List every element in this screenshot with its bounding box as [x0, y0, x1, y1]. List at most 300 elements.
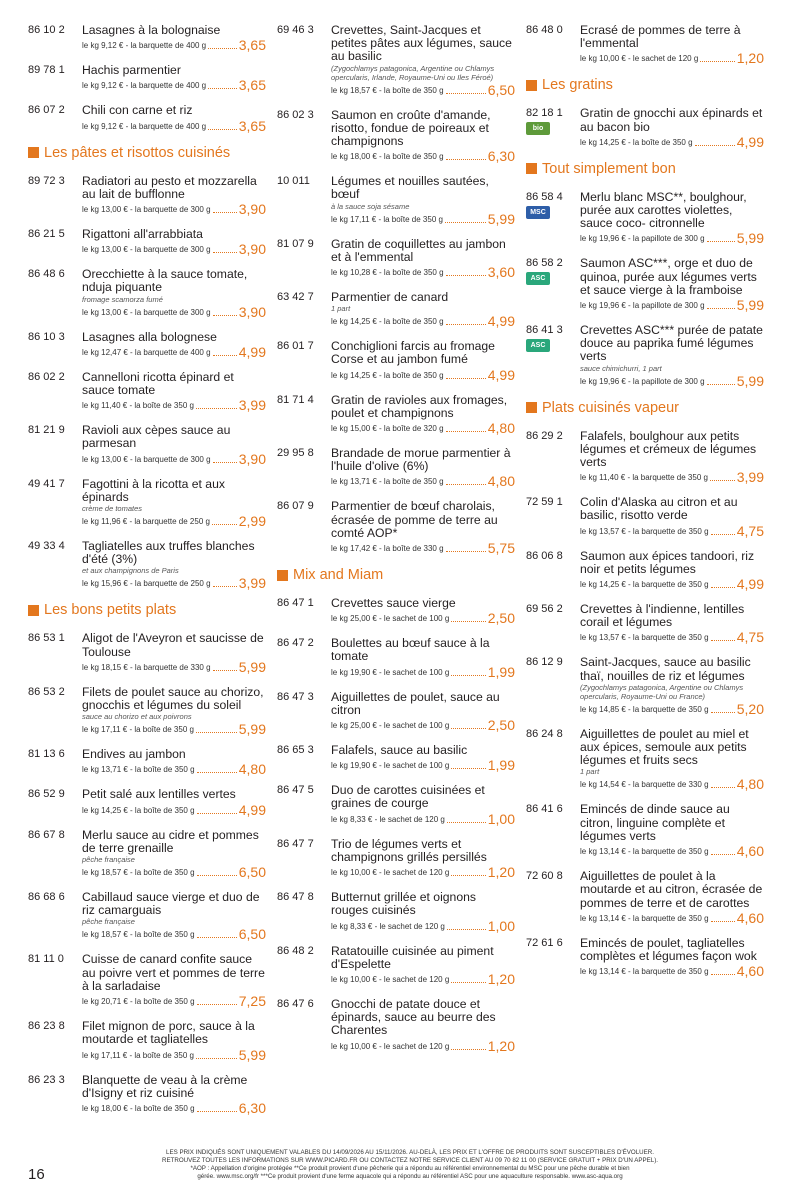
unit-price: le kg 14,85 € - la barquette de 350 g	[580, 704, 709, 714]
product-price: 6,50	[487, 81, 515, 98]
footer-line-4: gérée. www.msc.org/fr ***Ce produit provient d'une ferme aquacole qui a répondu au référentiel ASC pour une aquaculture responsable. www.asc-aqua.org	[197, 1173, 623, 1180]
product-name: Aiguillettes de poulet au miel et aux épices, semoule aux petits légumes et fruits secs	[580, 726, 749, 768]
product-code: 81 21 9	[28, 424, 65, 437]
product-price: 3,65	[238, 77, 266, 94]
product-price: 4,80	[736, 776, 764, 793]
section-heading	[28, 145, 266, 161]
product-name: Saumon en croûte d'amande, risotto, fondue de poireaux et champignons	[331, 107, 491, 149]
product-item	[277, 394, 515, 435]
product-code: 72 61 6	[526, 936, 563, 949]
product-name: Filets de poulet sauce au chorizo, gnocchis et légumes du soleil	[82, 684, 264, 713]
unit-price: le kg 17,11 € - la boîte de 350 g	[82, 1050, 194, 1060]
dot-leader	[700, 61, 734, 62]
product-price: 5,75	[487, 540, 515, 557]
product-price: 3,99	[736, 469, 764, 486]
product-name: Brandade de morue parmentier à l'huile d'olive (6%)	[331, 446, 511, 474]
product-name: Aiguillettes de poulet, sauce au citron	[331, 689, 500, 717]
price-line	[580, 577, 764, 591]
product-code: 86 02 2	[28, 370, 65, 383]
product-price: 4,60	[736, 843, 764, 860]
price-line	[580, 630, 764, 644]
dot-leader	[711, 640, 735, 641]
price-line	[82, 345, 266, 359]
product-code: 89 78 1	[28, 64, 65, 77]
unit-price: le kg 13,14 € - la barquette de 350 g	[580, 847, 709, 857]
product-name: Emincés de dinde sauce au citron, linguine complète et légumes verts	[580, 802, 730, 843]
product-name: Conchiglioni farcis au fromage Corse et au jambon fumé	[331, 339, 495, 367]
product-code: 86 47 1	[277, 597, 314, 610]
product-price: 5,20	[736, 700, 764, 717]
dot-leader	[446, 551, 486, 552]
unit-price: le kg 10,00 € - le sachet de 120 g	[331, 868, 450, 878]
dot-leader	[707, 384, 735, 385]
product-name: Lasagnes alla bolognese	[82, 329, 217, 344]
product-code: 86 41 3	[526, 324, 563, 337]
product-name: Emincés de poulet, tagliatelles complètes et légumes façon wok	[580, 935, 757, 963]
price-line	[580, 524, 764, 538]
unit-price: le kg 14,25 € - la barquette de 350 g	[580, 580, 709, 590]
product-item	[28, 424, 266, 465]
product-price: 3,99	[238, 575, 266, 592]
product-note: crème de tomates	[82, 504, 143, 514]
product-item	[277, 945, 515, 986]
product-price: 5,99	[736, 297, 764, 314]
footer-line-3: *AOP : Appellation d'origine protégée **Ce produit provient d'une pêcherie qui a répondu au référentiel environnemental du MSC pour une pêche durable et bien	[190, 1165, 630, 1172]
product-item	[28, 748, 266, 776]
product-price: 1,00	[487, 810, 515, 827]
product-item	[28, 478, 266, 528]
dot-leader	[213, 315, 237, 316]
product-code: 86 47 2	[277, 637, 314, 650]
product-name: Saumon ASC***, orge et duo de quinoa, purée aux légumes verts et sauce vierge à la framboise	[580, 256, 757, 297]
dot-leader	[695, 145, 735, 146]
unit-price: le kg 18,00 € - la boîte de 350 g	[331, 152, 444, 162]
product-price: 6,30	[238, 1099, 266, 1116]
unit-price: le kg 11,40 € - la barquette de 350 g	[580, 473, 708, 483]
product-price: 3,90	[238, 241, 266, 258]
column-3	[526, 24, 764, 990]
product-price: 4,99	[487, 313, 515, 330]
dot-leader	[451, 1049, 485, 1050]
dot-leader	[212, 524, 237, 525]
product-item	[526, 324, 764, 388]
section-square-icon	[28, 605, 39, 616]
product-name: Ravioli aux cèpes sauce au parmesan	[82, 423, 231, 451]
unit-price: le kg 19,96 € - la papillote de 300 g	[580, 376, 705, 386]
product-price: 1,00	[487, 917, 515, 934]
unit-price: le kg 9,12 € - la barquette de 400 g	[82, 81, 207, 91]
product-item	[277, 637, 515, 678]
unit-price: le kg 13,14 € - la barquette de 350 g	[580, 967, 709, 977]
dot-leader	[197, 1004, 237, 1005]
product-name: Falafels, boulghour aux petits légumes et crémeux de légumes verts	[580, 428, 757, 470]
product-name: Filet mignon de porc, sauce à la moutarde et tagliatelles	[82, 1019, 255, 1047]
unit-price: le kg 8,33 € - le sachet de 120 g	[331, 814, 445, 824]
product-item	[28, 540, 266, 590]
product-name: Blanquette de veau à la crème d'Isigny et riz cuisiné	[82, 1072, 248, 1100]
msc-label-icon: MSC	[526, 206, 550, 219]
price-line	[331, 611, 515, 625]
footer-line-2: RETROUVEZ TOUTES LES INFORMATIONS SUR WWW.PICARD.FR OU CONTACTEZ NOTRE SERVICE CLIENT AU 09 70 82 11 00 (SERVICE GRATUIT + PRIX D'UN APPEL).	[162, 1157, 658, 1164]
product-price: 4,99	[238, 343, 266, 360]
dot-leader	[197, 1111, 237, 1112]
section-square-icon	[526, 402, 537, 413]
unit-price: le kg 12,47 € - la barquette de 400 g	[82, 347, 211, 357]
product-code: 49 33 4	[28, 540, 65, 553]
dot-leader	[208, 88, 237, 89]
product-item	[277, 891, 515, 932]
product-code: 86 10 2	[28, 24, 65, 36]
dot-leader	[208, 48, 237, 49]
product-price: 4,99	[736, 576, 764, 593]
price-line	[82, 398, 266, 412]
price-line	[82, 242, 266, 256]
product-price: 4,80	[487, 473, 515, 490]
product-price: 3,90	[238, 303, 266, 320]
unit-price: le kg 14,25 € - la boîte de 350 g	[331, 370, 444, 380]
product-item	[526, 430, 764, 485]
product-price: 4,60	[736, 909, 764, 926]
product-code: 86 10 3	[28, 330, 65, 343]
unit-price: le kg 13,00 € - la barquette de 300 g	[82, 205, 211, 215]
footer-legal	[110, 1149, 710, 1181]
unit-price: le kg 15,96 € - la barquette de 250 g	[82, 579, 211, 589]
product-item	[28, 228, 266, 256]
product-code: 86 48 6	[28, 268, 65, 281]
price-line	[331, 149, 515, 163]
product-name: Parmentier de canard	[331, 290, 449, 305]
product-price: 1,20	[487, 1037, 515, 1054]
product-name: Petit salé aux lentilles vertes	[82, 787, 236, 802]
unit-price: le kg 9,12 € - la barquette de 400 g	[82, 121, 207, 131]
price-line	[82, 803, 266, 817]
product-name: Colin d'Alaska au citron et au basilic, risotto verde	[580, 495, 738, 523]
product-item	[28, 268, 266, 318]
product-name: Cannelloni ricotta épinard et sauce tomate	[82, 369, 234, 398]
product-name: Endives au jambon	[82, 747, 186, 762]
product-item	[526, 728, 764, 792]
product-code: 86 06 8	[526, 549, 563, 562]
product-note: (Zygochlamys patagonica, Argentine ou Chlamys opercularis, Royaume-Uni ou France)	[580, 682, 744, 701]
price-line	[331, 541, 515, 555]
section-heading	[277, 567, 515, 583]
product-item	[277, 500, 515, 555]
product-item	[526, 107, 764, 148]
product-code: 86 67 8	[28, 828, 65, 841]
dot-leader	[213, 212, 237, 213]
dot-leader	[710, 480, 735, 481]
price-line	[82, 576, 266, 590]
product-code: 86 24 8	[526, 727, 563, 740]
unit-price: le kg 11,40 € - la boîte de 350 g	[82, 401, 194, 411]
product-price: 3,99	[238, 397, 266, 414]
price-line	[331, 421, 515, 435]
dot-leader	[711, 534, 735, 535]
unit-price: le kg 18,15 € - la barquette de 330 g	[82, 662, 211, 672]
price-line	[82, 305, 266, 319]
section-heading	[526, 161, 764, 177]
price-line	[82, 722, 266, 736]
section-title: Les gratins	[542, 77, 613, 94]
product-code: 86 41 6	[526, 803, 563, 816]
product-name: Gratin de coquillettes au jambon et à l'emmental	[331, 236, 506, 264]
dot-leader	[711, 921, 735, 922]
product-code: 63 42 7	[277, 291, 314, 304]
product-item	[28, 64, 266, 92]
unit-price: le kg 14,25 € - la boîte de 350 g	[82, 805, 195, 815]
dot-leader	[196, 732, 237, 733]
section-heading	[526, 77, 764, 93]
product-note: fromage scamorza fumé	[82, 294, 163, 304]
price-line	[82, 78, 266, 92]
product-code: 86 23 8	[28, 1020, 65, 1033]
unit-price: le kg 17,11 € - la boîte de 350 g	[331, 214, 443, 224]
product-item	[28, 953, 266, 1008]
product-price: 4,75	[736, 522, 764, 539]
product-item	[277, 238, 515, 279]
price-line	[331, 1039, 515, 1053]
product-price: 5,99	[238, 658, 266, 675]
dot-leader	[711, 712, 735, 713]
product-name: Chili con carne et riz	[82, 103, 193, 118]
dot-leader	[451, 768, 485, 769]
product-code: 86 65 3	[277, 744, 314, 757]
price-line	[331, 919, 515, 933]
section-square-icon	[526, 80, 537, 91]
dot-leader	[213, 355, 237, 356]
product-item	[28, 1074, 266, 1115]
price-line	[580, 844, 764, 858]
product-code: 89 72 3	[28, 174, 65, 187]
product-price: 4,99	[736, 133, 764, 150]
product-price: 1,99	[487, 663, 515, 680]
product-name: Rigattoni all'arrabbiata	[82, 227, 203, 242]
product-code: 82 18 1	[526, 107, 563, 120]
product-note: sauce au chorizo et aux poivrons	[82, 712, 192, 722]
product-price: 4,60	[736, 963, 764, 980]
unit-price: le kg 13,00 € - la barquette de 300 g	[82, 245, 211, 255]
dot-leader	[707, 308, 735, 309]
unit-price: le kg 10,00 € - le sachet de 120 g	[580, 54, 699, 64]
unit-price: le kg 13,57 € - la barquette de 350 g	[580, 633, 709, 643]
unit-price: le kg 13,71 € - la boîte de 350 g	[331, 477, 444, 487]
dot-leader	[451, 982, 485, 983]
product-name: Crevettes ASC*** purée de patate douce au paprika fumé légumes verts	[580, 323, 763, 364]
product-item	[28, 24, 266, 52]
unit-price: le kg 13,57 € - la barquette de 350 g	[580, 526, 709, 536]
product-code: 86 58 4	[526, 190, 563, 203]
unit-price: le kg 19,90 € - le sachet de 100 g	[331, 667, 450, 677]
section-title: Tout simplement bon	[542, 160, 676, 177]
unit-price: le kg 18,57 € - la boîte de 350 g	[331, 85, 444, 95]
section-title: Mix and Miam	[293, 567, 384, 584]
product-code: 86 47 3	[277, 690, 314, 703]
product-name: Aligot de l'Aveyron et saucisse de Toulouse	[82, 631, 264, 659]
product-name: Gratin de ravioles aux fromages, poulet et champignons	[331, 392, 508, 420]
unit-price: le kg 19,96 € - la papillote de 300 g	[580, 234, 705, 244]
dot-leader	[446, 324, 486, 325]
product-price: 2,50	[487, 610, 515, 627]
product-note: 1 part	[580, 767, 600, 777]
product-name: Crevettes, Saint-Jacques et petites pâtes aux légumes, sauce au basilic	[331, 23, 512, 64]
product-code: 86 52 9	[28, 788, 65, 801]
asc-label-icon: ASC	[526, 339, 550, 352]
product-name: Radiatori au pesto et mozzarella au lait de bufflonne	[82, 173, 257, 201]
product-item	[277, 838, 515, 879]
section-title: Plats cuisinés vapeur	[542, 399, 680, 416]
bio-label-icon: bio	[526, 122, 550, 135]
product-item	[277, 109, 515, 164]
product-price: 1,20	[736, 50, 764, 67]
dot-leader	[707, 241, 735, 242]
price-line	[580, 777, 764, 791]
product-code: 86 53 1	[28, 632, 65, 645]
product-price: 1,20	[487, 970, 515, 987]
price-line	[331, 812, 515, 826]
unit-price: le kg 14,54 € - la barquette de 330 g	[580, 780, 709, 790]
price-line	[82, 1048, 266, 1062]
unit-price: le kg 9,12 € - la barquette de 400 g	[82, 41, 207, 51]
product-code: 81 07 9	[277, 237, 314, 250]
product-name: Cabillaud sauce vierge et duo de riz camarguais	[82, 890, 260, 918]
dot-leader	[446, 484, 486, 485]
product-name: Falafels, sauce au basilic	[331, 743, 468, 758]
product-item	[526, 24, 764, 65]
product-code: 86 53 2	[28, 685, 65, 698]
price-line	[331, 758, 515, 772]
dot-leader	[208, 129, 237, 130]
dot-leader	[213, 462, 237, 463]
product-item	[526, 550, 764, 591]
section-square-icon	[28, 147, 39, 158]
price-line	[82, 202, 266, 216]
page-number: 16	[28, 1166, 45, 1183]
product-item	[277, 340, 515, 381]
price-line	[82, 452, 266, 466]
product-name: Fagottini à la ricotta et aux épinards	[82, 476, 225, 504]
product-code: 81 13 6	[28, 748, 65, 761]
unit-price: le kg 25,00 € - le sachet de 100 g	[331, 721, 450, 731]
unit-price: le kg 17,11 € - la boîte de 350 g	[82, 725, 194, 735]
product-price: 4,80	[487, 420, 515, 437]
unit-price: le kg 10,00 € - le sachet de 120 g	[331, 974, 450, 984]
price-line	[331, 314, 515, 328]
product-code: 86 23 3	[28, 1073, 65, 1086]
product-name: Ratatouille cuisinée au piment d'Espelette	[331, 943, 494, 971]
price-line	[580, 470, 764, 484]
dot-leader	[711, 587, 735, 588]
price-line	[82, 927, 266, 941]
dot-leader	[446, 159, 486, 160]
unit-price: le kg 10,28 € - la boîte de 350 g	[331, 268, 444, 278]
product-item	[526, 257, 764, 312]
product-name: Butternut grillée et oignons rouges cuisinés	[331, 890, 476, 918]
product-price: 5,99	[736, 230, 764, 247]
column-1	[28, 24, 266, 1127]
product-name: Cuisse de canard confite sauce au poivre vert et pommes de terre à la sarladaise	[82, 952, 265, 993]
dot-leader	[447, 822, 486, 823]
unit-price: le kg 19,90 € - le sachet de 100 g	[331, 761, 450, 771]
product-price: 4,99	[487, 366, 515, 383]
asc-label-icon: ASC	[526, 272, 550, 285]
dot-leader	[451, 675, 485, 676]
product-name: Boulettes au bœuf sauce à la tomate	[331, 636, 490, 664]
unit-price: le kg 11,96 € - la barquette de 250 g	[82, 517, 210, 527]
dot-leader	[445, 222, 486, 223]
product-code: 81 71 4	[277, 393, 314, 406]
product-item	[28, 175, 266, 216]
product-item	[526, 603, 764, 644]
price-line	[331, 212, 515, 226]
product-price: 1,99	[487, 757, 515, 774]
section-heading	[28, 602, 266, 618]
dot-leader	[197, 875, 237, 876]
unit-price: le kg 18,57 € - la boîte de 350 g	[82, 868, 195, 878]
footer-line-1: LES PRIX INDIQUÉS SONT UNIQUEMENT VALABLES DU 14/09/2026 AU 15/11/2026. AU-DELÀ, LES PRIX ET L'OFFRE DE PRODUITS SONT SUSCEPTIBLES D'ÉVOLUER.	[166, 1149, 654, 1156]
product-code: 86 68 6	[28, 891, 65, 904]
product-note: pêche française	[82, 917, 135, 927]
product-item	[28, 891, 266, 941]
dot-leader	[197, 937, 237, 938]
dot-leader	[446, 275, 486, 276]
product-name: Lasagnes à la bolognaise	[82, 23, 221, 37]
product-code: 86 12 9	[526, 656, 563, 669]
unit-price: le kg 8,33 € - le sachet de 120 g	[331, 921, 445, 931]
product-name: Merlu sauce au cidre et pommes de terre grenaille	[82, 827, 259, 855]
dot-leader	[213, 670, 237, 671]
product-item	[277, 24, 515, 97]
price-line	[82, 1101, 266, 1115]
product-code: 86 21 5	[28, 228, 65, 241]
product-price: 3,90	[238, 201, 266, 218]
unit-price: le kg 14,25 € - la boîte de 350 g	[580, 137, 693, 147]
price-line	[331, 972, 515, 986]
product-note: (Zygochlamys patagonica, Argentine ou Chlamys opercularis, Irlande, Royaume-Uni ou Iles Féroé)	[331, 63, 495, 82]
unit-price: le kg 13,00 € - la barquette de 300 g	[82, 454, 211, 464]
price-line	[580, 51, 764, 65]
product-price: 4,99	[238, 801, 266, 818]
product-item	[526, 496, 764, 537]
product-name: Aiguillettes de poulet à la moutarde et au citron, écrasée de pommes de terre et de carottes	[580, 869, 763, 910]
product-name: Ecrasé de pommes de terre à l'emmental	[580, 23, 741, 51]
product-code: 86 01 7	[277, 340, 314, 353]
product-item	[526, 937, 764, 978]
product-name: Parmentier de bœuf charolais, écrasée de pomme de terre au comté AOP*	[331, 499, 498, 540]
product-name: Crevettes à l'indienne, lentilles corail et légumes	[580, 602, 745, 630]
dot-leader	[196, 408, 237, 409]
price-line	[82, 994, 266, 1008]
unit-price: le kg 13,00 € - la barquette de 300 g	[82, 307, 211, 317]
product-code: 86 47 6	[277, 997, 314, 1010]
product-item	[277, 597, 515, 625]
dot-leader	[447, 929, 486, 930]
product-name: Tagliatelles aux truffes blanches d'été (3%)	[82, 539, 255, 567]
product-name: Saumon aux épices tandoori, riz noir et petits légumes	[580, 548, 755, 576]
product-price: 3,90	[238, 450, 266, 467]
product-item	[526, 803, 764, 858]
product-code: 86 07 9	[277, 500, 314, 513]
dot-leader	[197, 813, 237, 814]
product-price: 6,50	[238, 926, 266, 943]
product-item	[277, 291, 515, 328]
price-line	[82, 38, 266, 52]
product-price: 2,99	[238, 513, 266, 530]
price-line	[580, 374, 764, 388]
price-line	[331, 368, 515, 382]
unit-price: le kg 13,14 € - la barquette de 350 g	[580, 913, 709, 923]
product-code: 72 60 8	[526, 870, 563, 883]
product-item	[28, 371, 266, 412]
